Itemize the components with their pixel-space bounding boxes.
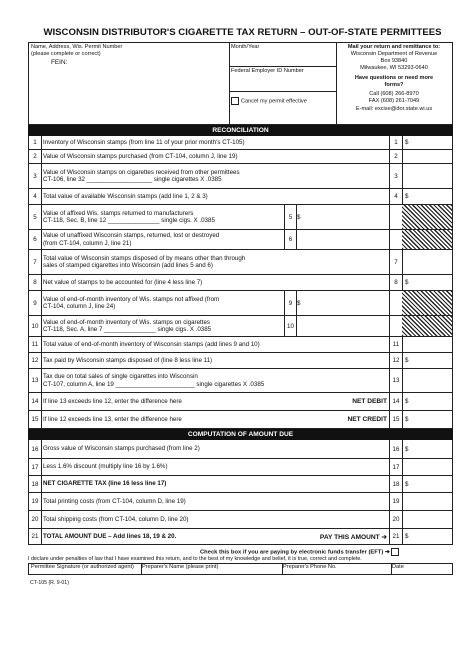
line-text-2: CT-107, column A, line 19 _______________________ single cigarettes X .0385: [43, 380, 265, 388]
line-description: [43, 476, 383, 492]
line-text: Total printing costs (from CT-104, column D, line 19): [43, 497, 186, 505]
line-number-box: [389, 230, 403, 249]
line-text: If line 12 exceeds line 13, enter the difference here: [43, 415, 182, 423]
amount-field[interactable]: [402, 459, 455, 475]
line-text: Net value of stamps to be accounted for (line 4 less line 7): [43, 278, 203, 286]
form-line: [28, 411, 453, 429]
line-number: 16: [29, 440, 42, 458]
amount-due-band: COMPUTATION OF AMOUNT DUE: [28, 429, 453, 440]
form-line: [28, 275, 453, 291]
name-label: Name, Address, Wis. Permit Number: [31, 44, 123, 50]
questions: forms?: [384, 82, 404, 88]
line-number-box: 19: [389, 493, 403, 510]
amount-field[interactable]: [402, 369, 455, 392]
line-description: [43, 250, 383, 274]
amount-field[interactable]: [402, 337, 455, 352]
line-text: Total value of available Wisconsin stamps (add line 1, 2 & 3): [43, 192, 208, 200]
form-line: [28, 337, 453, 353]
line-text: Total shipping costs (from CT-104, column D, line 20): [43, 515, 189, 523]
line-text: Total value of end-of-month inventory of Wisconsin stamps (add lines 9 and 10): [43, 340, 260, 348]
line-text: Value of end-of-month inventory of Wis. stamps not affixed (from: [43, 295, 220, 303]
line-number-box: 13: [389, 369, 403, 392]
inner-amount-field[interactable]: [295, 316, 391, 336]
inner-amount-field[interactable]: $: [297, 299, 301, 307]
line-description: [43, 275, 383, 290]
line-text: If line 13 exceeds line 12, enter the difference here: [43, 397, 182, 405]
line-number: 10: [29, 316, 42, 336]
line-number-box: 21: [389, 529, 403, 544]
line-number-box: 11: [389, 337, 403, 352]
questions: Have questions or need more: [354, 75, 434, 81]
shaded-amount: [402, 316, 452, 336]
name-sub: (please complete or correct): [31, 51, 101, 57]
signature-field[interactable]: Permittee Signature (or authorized agent): [29, 564, 142, 574]
line-number-box: 18: [389, 476, 403, 492]
shaded-amount: [402, 230, 452, 249]
inner-line-number: 9: [284, 291, 297, 315]
form-line: [28, 150, 453, 164]
amount-field[interactable]: $: [405, 533, 409, 540]
preparer-phone-field[interactable]: Preparer's Phone No.: [281, 564, 392, 574]
eft-checkbox[interactable]: [391, 548, 399, 556]
amount-field[interactable]: $: [405, 416, 409, 423]
line-tag: PAY THIS AMOUNT ➔: [319, 533, 387, 541]
line-number: 1: [29, 136, 42, 149]
form-line: [28, 189, 453, 205]
line-text-2: CT-118, Sec. B, line 12 _______________ single cigs. X .0385: [43, 217, 215, 224]
call: Call (608) 266-8970: [369, 91, 419, 97]
form-line: [28, 529, 453, 545]
line-text: Value of affixed Wis. stamps returned to manufacturers: [43, 209, 194, 217]
line-text-2: (from CT-104, column J, line 21): [43, 239, 132, 247]
line-number: 12: [29, 353, 42, 368]
line-number: 8: [29, 275, 42, 290]
employer-id-label: Federal Employer ID Number: [231, 68, 304, 74]
line-number: 13: [29, 369, 42, 392]
line-number-box: [389, 291, 403, 315]
line-text-2: CT-106, line 32 ___________________ single cigarettes X .0385: [43, 176, 222, 183]
line-number: 21: [29, 529, 42, 544]
header-box: [28, 42, 453, 125]
amount-field[interactable]: [402, 250, 455, 274]
inner-line-number: 5: [284, 205, 297, 229]
form-line: [28, 476, 453, 493]
line-number-box: 12: [389, 353, 403, 368]
line-description: [43, 493, 383, 510]
line-number-box: 15: [389, 411, 403, 428]
line-text: Gross value of Wisconsin stamps purchased (from line 2): [43, 445, 200, 453]
form-line: [28, 353, 453, 369]
shaded-amount: [402, 291, 452, 315]
line-number-box: 17: [389, 459, 403, 475]
line-number: 18: [29, 476, 42, 492]
form-line: [28, 230, 453, 250]
fein-label: FEIN:: [51, 59, 68, 66]
form-title: WISCONSIN DISTRIBUTOR'S CIGARETTE TAX RETURN – OUT-OF-STATE PERMITTEES: [43, 27, 442, 38]
line-description: [43, 353, 383, 368]
signature-row: [28, 563, 453, 575]
line-number: 11: [29, 337, 42, 352]
declaration: I declare under penalties of law that I have examined this return, and to the best of my knowledge and belief, it is true, correct and complete.: [28, 556, 362, 562]
amount-field[interactable]: $: [405, 193, 409, 200]
amount-field[interactable]: $: [405, 480, 409, 488]
line-number: 2: [29, 150, 42, 163]
form-line: [28, 205, 453, 230]
form-line: [28, 316, 453, 337]
amount-field[interactable]: $: [405, 357, 409, 364]
line-number-box: 2: [389, 150, 403, 163]
line-tag: NET CREDIT: [347, 416, 387, 423]
month-id-column: [229, 43, 337, 124]
line-description: [43, 369, 383, 392]
mail-title: Mail your return and remittance to:: [347, 44, 441, 50]
line-description: [43, 440, 383, 458]
cancel-label: Cancel my permit effective: [241, 98, 307, 105]
amount-field[interactable]: $: [405, 139, 409, 146]
amount-field[interactable]: [402, 493, 455, 510]
line-description: [43, 189, 383, 204]
form-line: [28, 291, 453, 316]
form-line: [28, 250, 453, 275]
mail-line: Milwaukee, WI 53293-0640: [360, 65, 428, 71]
line-number-box: [389, 316, 403, 336]
eft-note: [200, 548, 401, 556]
mail-info: [336, 43, 452, 124]
name-address-cell[interactable]: [29, 43, 230, 124]
eft-label: Check this box if you are paying by electronic funds transfer (EFT) ➔: [200, 549, 390, 556]
form-line: [28, 164, 453, 189]
line-text: Tax due on total sales of single cigarettes into Wisconsin: [43, 373, 198, 381]
line-text-2: CT-118, Sec. A, line 7 _______________ single cigs. X .0385: [43, 326, 212, 333]
inner-line-number: 10: [284, 316, 297, 336]
amount-field[interactable]: [402, 511, 455, 528]
line-number-box: 1: [389, 136, 403, 149]
form-line: [28, 511, 453, 529]
form-line: [28, 136, 453, 150]
line-number: 15: [29, 411, 42, 428]
month-year-label: Month/Year: [231, 44, 260, 50]
line-number: 9: [29, 291, 42, 315]
line-number: 14: [29, 393, 42, 410]
inner-amount-field[interactable]: $: [297, 213, 301, 221]
line-number: 17: [29, 459, 42, 475]
form-line: [28, 493, 453, 511]
line-number-box: 4: [389, 189, 403, 204]
cancel-checkbox[interactable]: [231, 97, 239, 105]
line-text: Less 1.6% discount (multiply line 16 by 1.6%): [43, 463, 168, 471]
line-description: [43, 337, 383, 352]
line-number-box: 7: [389, 250, 403, 274]
line-description: [43, 150, 383, 163]
amount-field[interactable]: [402, 150, 455, 163]
line-number-box: 14: [389, 393, 403, 410]
mail-line: Box 93840: [380, 58, 408, 64]
email: E-mail: excise@dor.state.wi.us: [355, 106, 433, 112]
line-number: 6: [29, 230, 42, 249]
line-text: Value of Wisconsin stamps purchased (from CT-104, column J, line 19): [43, 152, 238, 160]
line-number-box: 20: [389, 511, 403, 528]
line-number: 19: [29, 493, 42, 510]
form-line: [28, 393, 453, 411]
fax: FAX (608) 261-7049: [368, 98, 420, 104]
amount-field[interactable]: $: [405, 398, 409, 405]
preparer-name-field[interactable]: Preparer's Name (please print): [140, 564, 283, 574]
line-description: [43, 136, 383, 149]
line-text-2: CT-104, column J, line 24): [43, 303, 116, 310]
inner-line-number: 6: [284, 230, 297, 249]
line-text: TOTAL AMOUNT DUE – Add lines 18, 19 & 20.: [43, 532, 177, 540]
cancel-permit[interactable]: [231, 97, 307, 105]
line-text: Total value of Wisconsin stamps disposed of by means other than through: [43, 254, 246, 262]
form-line: [28, 440, 453, 459]
line-number-box: 3: [389, 164, 403, 188]
line-text: Value of end-of-month inventory of Wis. stamps on cigarettes: [43, 318, 211, 326]
line-number: 3: [29, 164, 42, 188]
line-description: [43, 164, 383, 188]
amount-field[interactable]: $: [405, 445, 409, 453]
form-line: [28, 459, 453, 476]
form-line: [28, 369, 453, 393]
line-text: Inventory of Wisconsin stamps (from line 11 of your prior month's CT-105): [43, 138, 245, 146]
reconciliation-band: RECONCILIATION: [28, 125, 453, 136]
date-field[interactable]: Date: [392, 564, 404, 570]
line-text: Value of unaffixed Wisconsin stamps, returned, lost or destroyed: [43, 232, 220, 240]
line-description: [43, 511, 383, 528]
inner-amount-field[interactable]: [295, 230, 391, 249]
line-number: 7: [29, 250, 42, 274]
line-text-2: sales of stamped cigarettes into Wisconsin (add lines 5 and 6): [43, 262, 213, 269]
amount-field[interactable]: [402, 164, 455, 188]
line-text: Tax paid by Wisconsin stamps disposed of (line 8 less line 11): [43, 356, 213, 364]
shaded-amount: [402, 205, 452, 229]
mail-line: Wisconsin Department of Revenue: [350, 51, 438, 57]
line-text: NET CIGARETTE TAX (line 16 less line 17): [43, 480, 167, 488]
line-tag: NET DEBIT: [352, 398, 387, 405]
line-description: [43, 459, 383, 475]
amount-field[interactable]: $: [405, 279, 409, 286]
line-number: 4: [29, 189, 42, 204]
line-number-box: [389, 205, 403, 229]
line-text: Value of Wisconsin stamps on cigarettes received from other permittees: [43, 168, 240, 176]
line-number-box: 16: [389, 440, 403, 458]
form-number: CT-105 (R. 9-01): [30, 580, 69, 586]
line-number: 20: [29, 511, 42, 528]
line-number: 5: [29, 205, 42, 229]
line-number-box: 8: [389, 275, 403, 290]
